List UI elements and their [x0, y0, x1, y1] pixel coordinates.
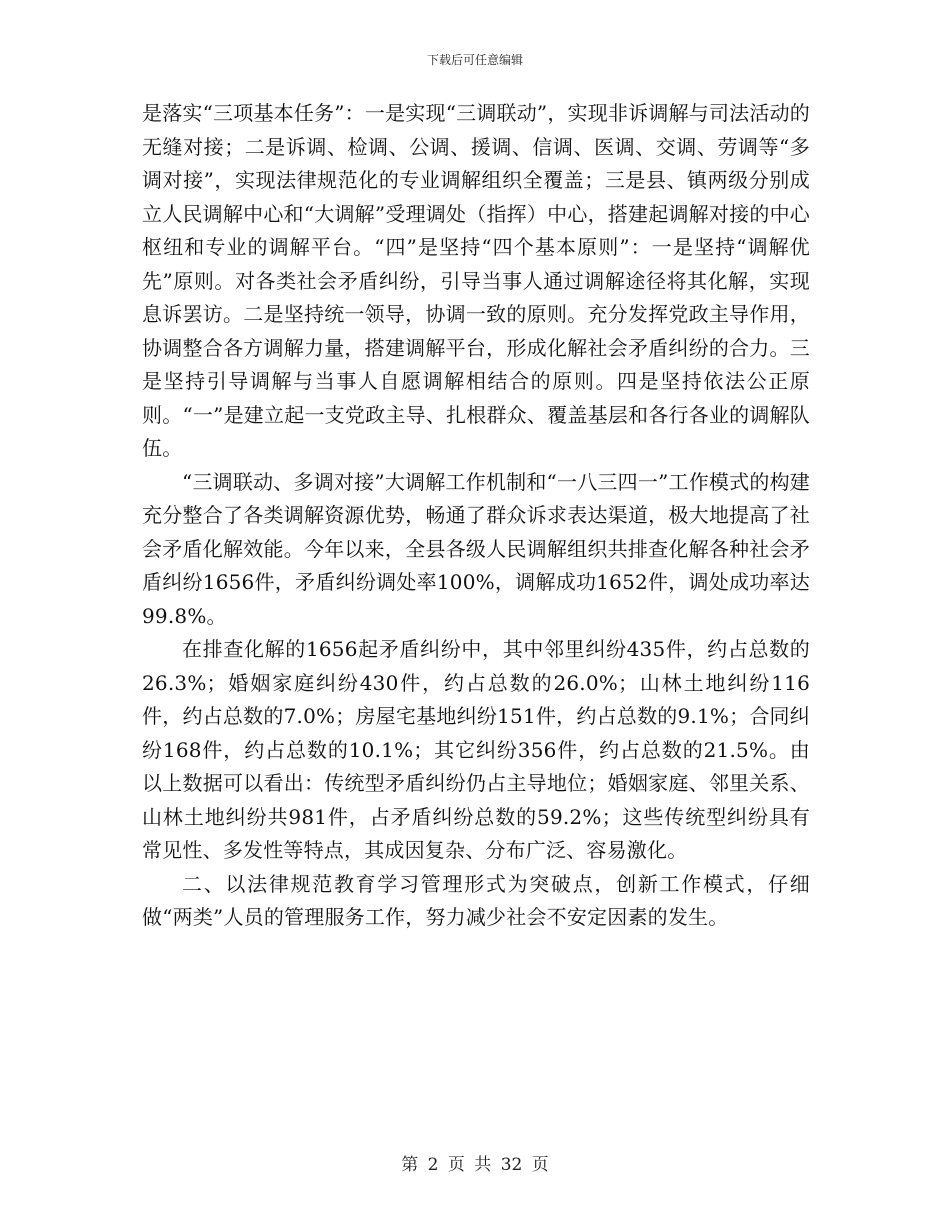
paragraph-3: 在排查化解的1656起矛盾纠纷中，其中邻里纠纷435件，约占总数的26.3%；婚姻家庭纠纷430件，约占总数的26.0%；山林土地纠纷116件，约占总数的7.0%；房屋宅基地纠纷151件，约占总数的9.1%；合同纠纷168件，约占总数的10.1%；其它纠纷356件，约占总数的21.5%。由以上数据可以看出：传统型矛盾纠纷仍占主导地位；婚姻家庭、邻里关系、山林土地纠纷共981件，占矛盾纠纷总数的59.2%；这些传统型纠纷具有常见性、多发性等特点，其成因复杂、分布广泛、容易激化。 [142, 637, 810, 862]
page-number-footer: 第 2 页 共 32 页 [401, 1155, 549, 1175]
document-body [142, 97, 810, 935]
page-header-note: 下载后可任意编辑 [426, 53, 523, 67]
paragraph-1: 是落实“三项基本任务”：一是实现“三调联动”，实现非诉调解与司法活动的无缝对接；二是诉调、检调、公调、援调、信调、医调、交调、劳调等“多调对接”，实现法律规范化的专业调解组织全覆盖；三是县、镇两级分别成立人民调解中心和“大调解”受理调处（指挥）中心，搭建起调解对接的中心枢纽和专业的调解平台。“四”是坚持“四个基本原则”：一是坚持“调解优先”原则。对各类社会矛盾纠纷，引导当事人通过调解途径将其化解，实现息诉罢访。二是坚持统一领导，协调一致的原则。充分发挥党政主导作用，协调整合各方调解力量，搭建调解平台，形成化解社会矛盾纠纷的合力。三是坚持引导调解与当事人自愿调解相结合的原则。四是坚持依法公正原则。“一”是建立起一支党政主导、扎根群众、覆盖基层和各行各业的调解队伍。 [142, 101, 810, 460]
paragraph-4: 二、以法律规范教育学习管理形式为突破点，创新工作模式，仔细做“两类”人员的管理服务工作，努力减少社会不安定因素的发生。 [142, 871, 810, 929]
paragraph-2: “三调联动、多调对接”大调解工作机制和“一八三四一”工作模式的构建充分整合了各类调解资源优势，畅通了群众诉求表达渠道，极大地提高了社会矛盾化解效能。今年以来，全县各级人民调解组织共排查化解各种社会矛盾纠纷1656件，矛盾纠纷调处率100%，调解成功1652件，调处成功率达99.8%。 [142, 469, 810, 628]
